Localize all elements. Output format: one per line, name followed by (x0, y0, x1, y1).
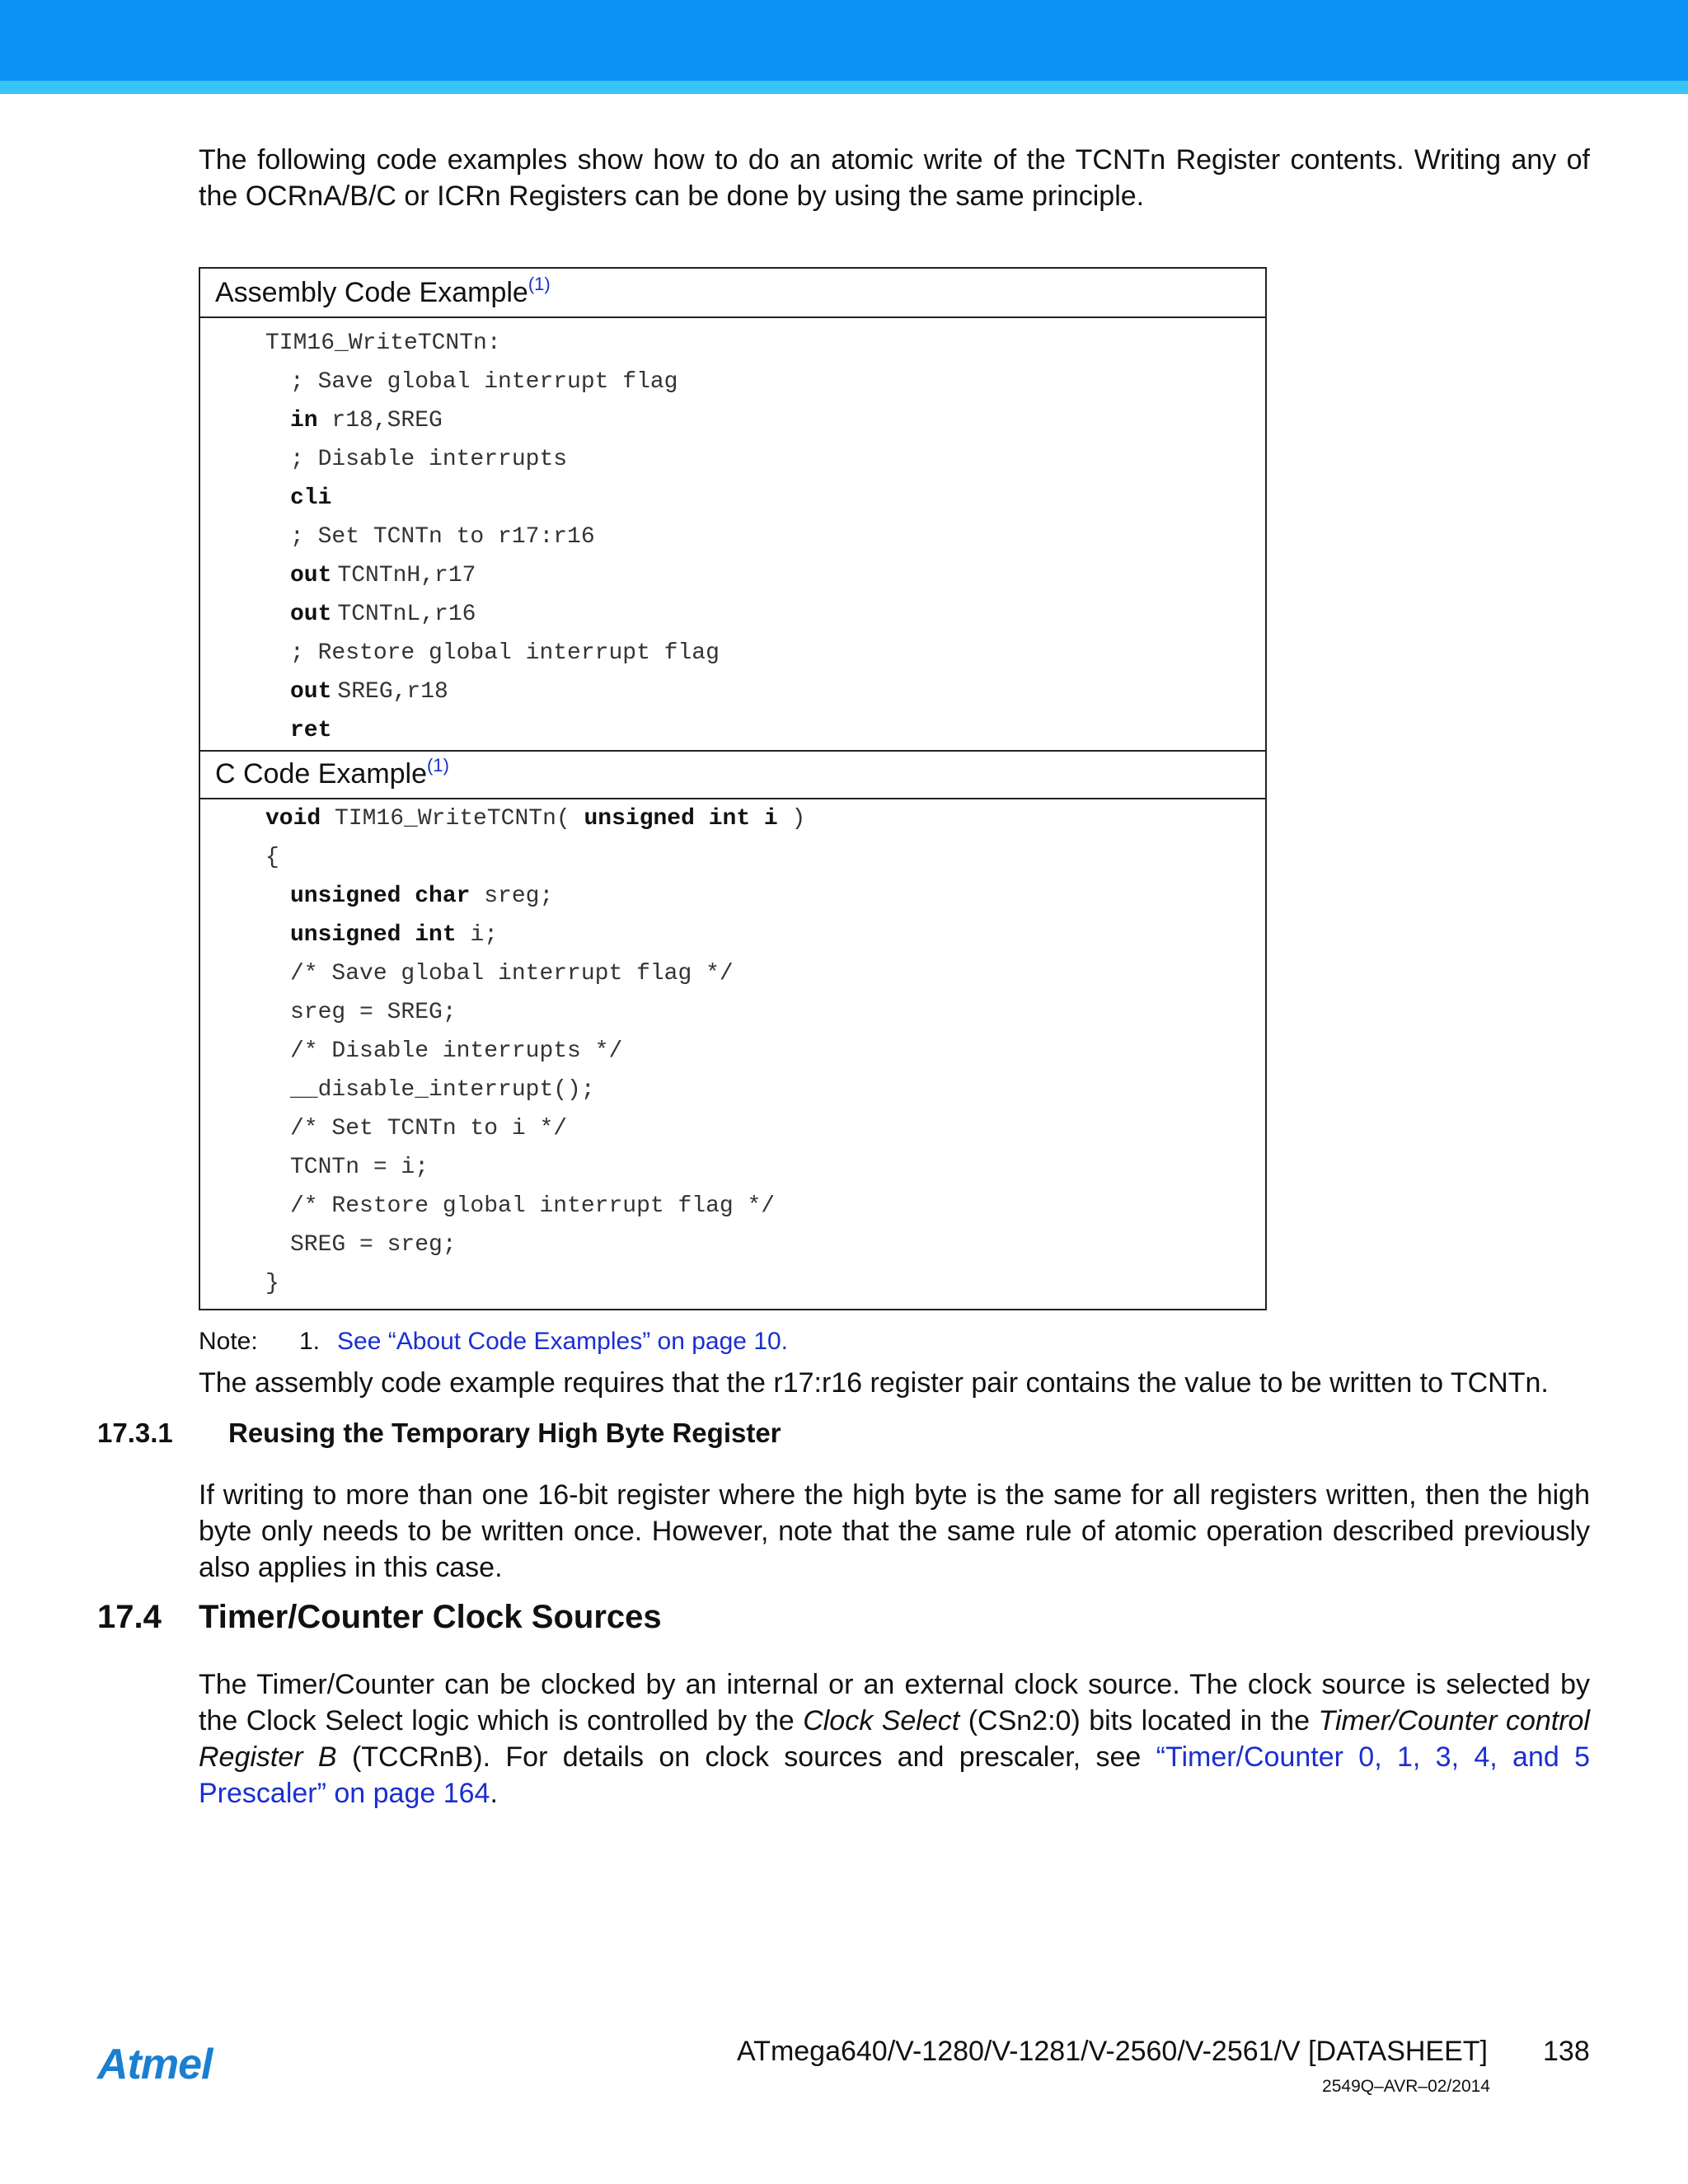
c-code-text: /* Set TCNTn to i */ (290, 1116, 568, 1141)
header-stripe (0, 81, 1688, 94)
subsection-title: Reusing the Temporary High Byte Register (228, 1418, 781, 1448)
c-header-label: C Code Example (215, 758, 428, 790)
asm-code-line (290, 711, 331, 750)
asm-code-block (200, 318, 1265, 750)
code-example-table (199, 267, 1267, 1310)
c-code-text: SREG = sreg; (290, 1232, 457, 1258)
c-code-line (290, 1187, 775, 1226)
c-keyword: unsigned int i (584, 806, 778, 832)
asm-code-line: ; Restore global interrupt flag (290, 640, 720, 666)
asm-header-label: Assembly Code Example (215, 277, 528, 308)
asm-code-line (290, 479, 331, 518)
c-code-line (290, 954, 734, 993)
asm-keyword: cli (290, 485, 332, 511)
c-code-line (290, 916, 498, 954)
c-code-text: /* Save global interrupt flag */ (290, 961, 734, 987)
c-code-text: ) (777, 806, 806, 832)
footer-doc-title: ATmega640/V-1280/V-1281/V-2560/V-2561/V [DATASHEET] (737, 2036, 1488, 2067)
c-keyword: unsigned int (290, 922, 457, 948)
asm-code-line (290, 401, 443, 440)
intro-paragraph: The following code examples show how to do an atomic write of the TCNTn Register contents. Writing any of the OCRnA/B/C or ICRn Registers can be done by using the same principle. (199, 144, 1590, 212)
c-keyword: void (265, 806, 321, 832)
asm-code-line (290, 673, 448, 711)
asm-keyword: out (290, 563, 332, 588)
section-paragraph (199, 1666, 1590, 1811)
c-code-text: sreg; (470, 883, 554, 909)
section-number: 17.4 (97, 1599, 162, 1635)
note-link[interactable]: See “About Code Examples” on page 10. (337, 1328, 789, 1355)
section-title: Timer/Counter Clock Sources (199, 1599, 662, 1635)
c-keyword: unsigned char (290, 883, 471, 909)
c-code-text: i; (456, 922, 499, 948)
section-text-2: (CSn2:0) bits located in the (959, 1705, 1319, 1736)
asm-operand: SREG,r18 (337, 679, 448, 705)
asm-code-line: ; Save global interrupt flag (290, 369, 678, 395)
asm-note-ref[interactable]: (1) (528, 274, 551, 294)
asm-operand: r18,SREG (317, 408, 443, 434)
after-note-paragraph: The assembly code example requires that the r17:r16 register pair contains the value to be written to TCNTn. (199, 1367, 1549, 1399)
c-header (200, 750, 1265, 799)
c-code-line (265, 838, 279, 877)
section-italic-1: Clock Select (803, 1705, 960, 1736)
c-code-text: TIM16_WriteTCNTn( (321, 806, 584, 832)
c-code-text: __disable_interrupt(); (290, 1077, 595, 1103)
section-italic-2: Timer/Counter control Register B (199, 1705, 1590, 1773)
asm-operand: TCNTnH,r17 (337, 563, 476, 588)
section-text-4: . (490, 1778, 498, 1809)
asm-keyword: ret (290, 718, 332, 743)
asm-code-line: ; Disable interrupts (290, 447, 568, 472)
section-text-3: (TCCRnB). For details on clock sources and prescaler, see (336, 1741, 1156, 1773)
c-code-text: { (265, 845, 279, 870)
asm-keyword: in (290, 408, 318, 434)
asm-header (200, 269, 1265, 318)
c-code-line (290, 993, 457, 1032)
asm-code-line: TIM16_WriteTCNTn: (265, 330, 501, 356)
c-code-line (290, 1226, 457, 1264)
c-code-line (265, 1264, 279, 1303)
c-code-line (265, 799, 805, 838)
note-number: 1. (299, 1328, 321, 1355)
asm-code-line: ; Set TCNTn to r17:r16 (290, 524, 595, 550)
c-code-line (290, 1071, 595, 1109)
asm-code-line (290, 595, 476, 634)
atmel-logo: Atmel (97, 2041, 213, 2088)
section-heading (97, 1599, 662, 1636)
c-code-line (290, 1032, 622, 1071)
subsection-heading (97, 1418, 781, 1449)
c-code-text: TCNTn = i; (290, 1155, 429, 1180)
note-label: Note: (199, 1328, 258, 1355)
c-code-line (290, 1109, 567, 1148)
prescaler-link[interactable]: “Timer/Counter 0, 1, 3, 4, and 5 Prescaler” on page 164 (199, 1741, 1591, 1809)
c-code-line (290, 877, 553, 916)
section-text-1: The Timer/Counter can be clocked by an internal or an external clock source. The clock source is selected by the Clock Select logic which is controlled by the (199, 1669, 1590, 1736)
asm-code-line (290, 556, 476, 595)
c-code-line (290, 1148, 429, 1187)
asm-keyword: out (290, 679, 332, 705)
asm-operand: TCNTnL,r16 (337, 602, 476, 627)
c-code-text: } (265, 1271, 279, 1296)
c-code-text: /* Disable interrupts */ (290, 1038, 623, 1064)
subsection-number: 17.3.1 (97, 1418, 173, 1448)
c-code-text: /* Restore global interrupt flag */ (290, 1193, 776, 1219)
subsection-paragraph: If writing to more than one 16-bit register where the high byte is the same for all registers written, then the high byte only needs to be written once. However, note that the same rule of atomic operation described previously also applies in this case. (199, 1479, 1590, 1583)
asm-keyword: out (290, 602, 332, 627)
footer-page-number: 138 (1543, 2036, 1590, 2067)
footer-doc-code: 2549Q–AVR–02/2014 (1322, 2077, 1490, 2096)
c-code-block (200, 799, 1265, 1309)
c-note-ref[interactable]: (1) (427, 755, 449, 776)
header-bar (0, 0, 1688, 81)
c-code-text: sreg = SREG; (290, 1000, 457, 1025)
